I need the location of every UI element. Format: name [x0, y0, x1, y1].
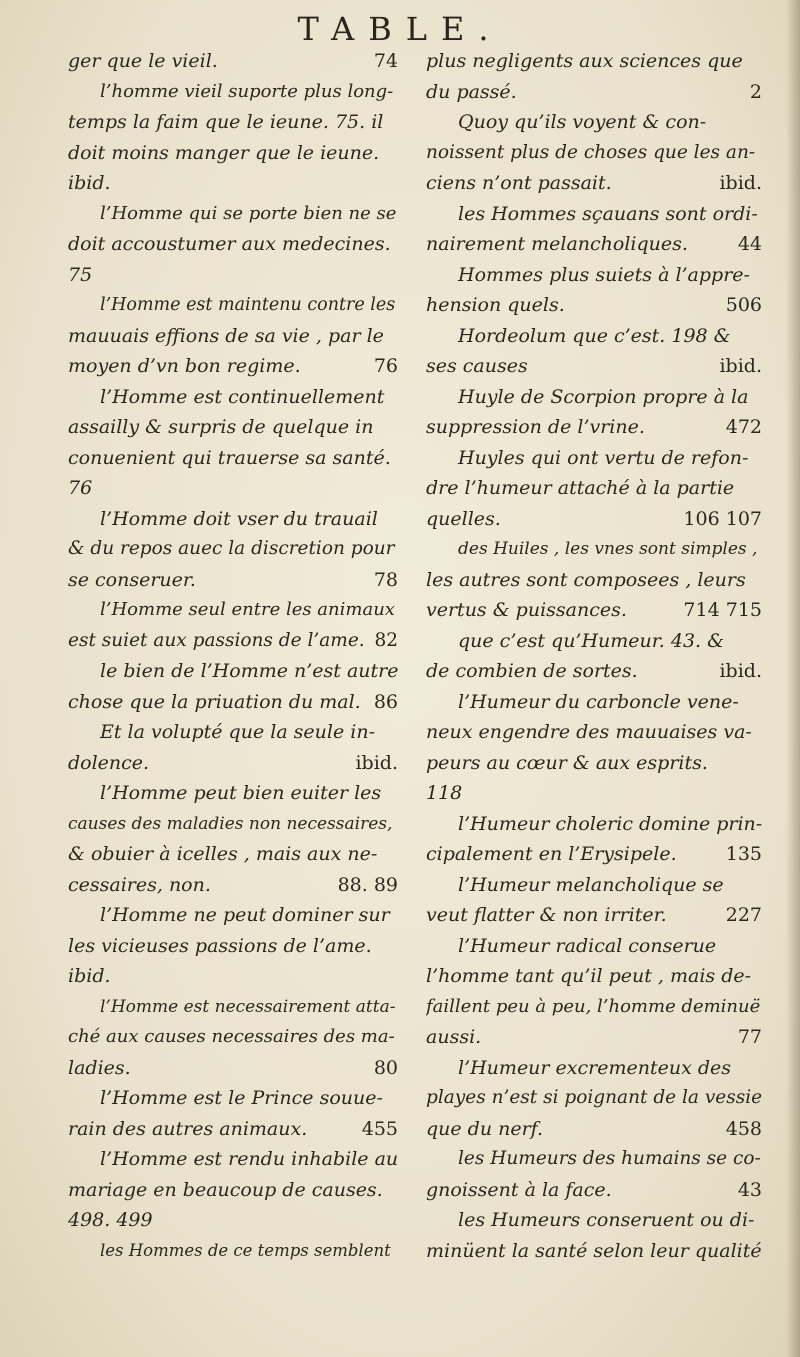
index-line: [426, 46, 762, 77]
index-line: [426, 1175, 762, 1206]
index-line: [426, 199, 762, 230]
index-line: [426, 748, 762, 779]
index-entry-text: Et la volupté que la seule in-: [100, 721, 376, 743]
index-entry-text: rain des autres animaux.: [68, 1117, 308, 1140]
index-line: [68, 46, 398, 77]
index-line: [68, 443, 398, 474]
index-entry-text: minüent la santé selon leur qualité: [426, 1239, 762, 1262]
right-column: [426, 46, 762, 1266]
index-entry-text: gnoissent à la face.: [426, 1178, 612, 1201]
index-line: [426, 900, 762, 931]
index-line: [68, 931, 398, 962]
index-entry-text: se conseruer.: [68, 568, 196, 591]
index-line: [68, 77, 398, 108]
index-entry-text: chose que la priuation du mal.: [68, 690, 361, 713]
running-header: TABLE.: [297, 10, 503, 48]
index-entry-text: l’homme tant qu’il peut , mais de-: [426, 965, 752, 987]
index-entry-text: de combien de sortes.: [426, 660, 638, 682]
index-entry-text: 118: [426, 782, 463, 804]
index-entry-text: assailly & surpris de quelque in: [68, 416, 374, 438]
index-entry-text: ibid.: [68, 172, 111, 194]
left-column: [68, 46, 398, 1266]
index-line: [426, 687, 762, 718]
index-entry-text: l’Homme est necessairement atta-: [100, 996, 396, 1017]
index-line: [68, 595, 398, 626]
index-page-number: 135: [725, 843, 762, 865]
index-entry-text: l’Homme est rendu inhabile au: [100, 1148, 398, 1170]
index-entry-text: neux engendre des mauuaises va-: [426, 721, 752, 743]
index-entry-text: playes n’est si poignant de la vessie: [426, 1087, 762, 1108]
index-line: [426, 992, 762, 1023]
index-page-number: 2: [749, 80, 762, 103]
index-entry-text: nairement melancholiques.: [426, 233, 688, 255]
index-entry-text: l’Homme seul entre les animaux: [100, 599, 395, 620]
index-entry-text: doit moins manger que le ieune.: [68, 141, 380, 164]
index-entry-text: aussi.: [426, 1026, 482, 1048]
index-entry-text: Quoy qu’ils voyent & con-: [458, 111, 707, 133]
index-entry-text: les Hommes sçauans sont ordi-: [458, 202, 758, 225]
index-line: [426, 931, 762, 962]
index-entry-text: noissent plus de choses que les an-: [426, 141, 756, 163]
index-line: [426, 168, 762, 199]
index-line: [68, 626, 398, 657]
index-entry-text: moyen d’vn bon regime.: [68, 355, 301, 377]
index-page-number: 227: [725, 904, 762, 926]
index-line: [68, 473, 398, 504]
index-line: [68, 229, 398, 260]
index-entry-text: suppression de l’vrine.: [426, 416, 645, 438]
index-line: [426, 1114, 762, 1145]
index-entry-text: l’Homme ne peut dominer sur: [100, 904, 390, 926]
index-line: [68, 1114, 398, 1145]
index-entry-text: ladies.: [68, 1056, 131, 1079]
index-entry-text: que c’est qu’Humeur. 43. &: [458, 629, 725, 652]
index-line: [68, 1205, 398, 1236]
index-entry-text: ciens n’ont passait.: [426, 172, 612, 194]
index-entry-text: les autres sont composees , leurs: [426, 568, 746, 591]
index-line: [68, 565, 398, 596]
index-entry-text: peurs au cœur & aux esprits.: [426, 751, 708, 774]
index-entry-text: & du repos auec la discretion pour: [68, 538, 395, 559]
index-page-number: 106 107: [683, 507, 762, 530]
index-line: [68, 351, 398, 382]
index-line: [68, 1083, 398, 1114]
index-page-number: 44: [737, 233, 762, 255]
index-line: [68, 382, 398, 413]
index-line: [68, 656, 398, 687]
index-page-number: 43: [737, 1178, 762, 1201]
index-entry-text: l’Humeur du carboncle vene-: [458, 690, 739, 713]
index-line: [68, 748, 398, 779]
index-line: [426, 595, 762, 626]
index-entry-text: ché aux causes necessaires des ma-: [68, 1026, 395, 1047]
index-entry-text: dolence.: [68, 751, 150, 774]
index-entry-text: les Humeurs des humains se co-: [458, 1148, 761, 1169]
index-page-number: ibid.: [719, 355, 762, 377]
index-entry-text: cipalement en l’Erysipele.: [426, 843, 677, 865]
index-line: [426, 443, 762, 474]
index-line: [426, 473, 762, 504]
index-entry-text: Hordeolum que c’est. 198 &: [458, 324, 731, 347]
index-line: [426, 1053, 762, 1084]
index-page-number: ibid.: [719, 172, 762, 194]
index-page-number: 86: [373, 690, 398, 713]
index-page-number: 455: [361, 1117, 398, 1140]
index-page-number: 74: [373, 50, 398, 72]
index-entry-text: doit accoustumer aux medecines.: [68, 233, 391, 255]
index-page-number: 458: [725, 1117, 762, 1140]
index-line: [68, 168, 398, 199]
index-entry-text: dre l’humeur attaché à la partie: [426, 477, 735, 499]
index-line: [68, 107, 398, 138]
index-entry-text: vertus & puissances.: [426, 599, 627, 621]
index-entry-text: hension quels.: [426, 294, 565, 316]
index-line: [68, 717, 398, 748]
index-line: [426, 1022, 762, 1053]
index-line: [426, 504, 762, 535]
index-entry-text: que du nerf.: [426, 1117, 544, 1140]
index-entry-text: l’Humeur melancholique se: [458, 873, 724, 896]
index-entry-text: l’Homme est continuellement: [100, 385, 385, 408]
index-line: [68, 1053, 398, 1084]
index-line: [426, 260, 762, 291]
index-line: [68, 1022, 398, 1053]
index-entry-text: quelles.: [426, 507, 501, 530]
index-line: [68, 290, 398, 321]
index-line: [68, 199, 398, 230]
index-entry-text: du passé.: [426, 80, 517, 103]
index-line: [68, 809, 398, 840]
index-entry-text: l’Humeur radical conserue: [458, 934, 717, 957]
index-line: [426, 1083, 762, 1114]
index-entry-text: l’homme vieil suporte plus long-: [100, 80, 394, 102]
index-page-number: 714 715: [683, 599, 762, 621]
index-entry-text: le bien de l’Homme n’est autre: [100, 660, 398, 682]
index-line: [68, 1175, 398, 1206]
index-line: [426, 626, 762, 657]
index-entry-text: Hommes plus suiets à l’appre-: [458, 263, 750, 286]
index-entry-text: les vicieuses passions de l’ame.: [68, 934, 372, 957]
index-entry-text: plus negligents aux sciences que: [426, 50, 743, 72]
index-entry-text: faillent peu à peu, l’homme deminuë: [426, 995, 761, 1017]
index-line: [426, 1144, 762, 1175]
index-entry-text: & obuier à icelles , mais aux ne-: [68, 843, 378, 865]
index-entry-text: 75: [68, 263, 93, 286]
index-line: [426, 565, 762, 596]
index-page-number: 506: [725, 294, 762, 316]
index-line: [68, 260, 398, 291]
index-entry-text: temps la faim que le ieune. 75. il: [68, 111, 384, 133]
index-entry-text: veut flatter & non irriter.: [426, 904, 667, 926]
index-page-number: 80: [373, 1056, 398, 1079]
index-entry-text: ses causes: [426, 355, 528, 377]
index-line: [68, 321, 398, 352]
index-line: [426, 656, 762, 687]
index-line: [68, 870, 398, 901]
index-entry-text: l’Homme doit vser du trauail: [100, 507, 378, 530]
index-entry-text: est suiet aux passions de l’ame.: [68, 629, 365, 651]
index-line: [68, 504, 398, 535]
index-entry-text: l’Humeur excrementeux des: [458, 1056, 731, 1079]
index-entry-text: Huyle de Scorpion propre à la: [458, 385, 749, 408]
index-entry-text: l’Homme est le Prince souue-: [100, 1087, 383, 1109]
index-page-number: ibid.: [719, 660, 762, 682]
index-line: [426, 321, 762, 352]
index-entry-text: Huyles qui ont vertu de refon-: [458, 446, 749, 469]
index-entry-text: causes des maladies non necessaires,: [68, 813, 393, 834]
index-line: [426, 351, 762, 382]
index-page-number: 472: [725, 416, 762, 438]
index-line: [426, 961, 762, 992]
index-entry-text: mariage en beaucoup de causes.: [68, 1178, 383, 1201]
index-entry-text: l’Homme qui se porte bien ne se: [100, 202, 397, 224]
index-line: [426, 1205, 762, 1236]
index-line: [68, 900, 398, 931]
index-line: [426, 809, 762, 840]
index-page-number: 77: [737, 1026, 762, 1048]
index-line: [426, 839, 762, 870]
index-line: [426, 229, 762, 260]
index-line: [426, 77, 762, 108]
index-line: [426, 107, 762, 138]
index-line: [68, 1236, 398, 1267]
index-line: [68, 687, 398, 718]
index-line: [426, 138, 762, 169]
index-entry-text: 498. 499: [68, 1209, 153, 1231]
index-line: [68, 961, 398, 992]
index-entry-text: des Huiles , les vnes sont simples ,: [458, 539, 758, 559]
index-entry-text: 76: [68, 477, 93, 499]
index-line: [68, 992, 398, 1023]
index-page-number: ibid.: [355, 751, 398, 774]
index-line: [426, 1236, 762, 1267]
index-entry-text: mauuais effions de sa vie , par le: [68, 324, 384, 347]
index-line: [68, 1144, 398, 1175]
index-page-number: 76: [373, 355, 398, 377]
index-line: [68, 778, 398, 809]
index-line: [68, 412, 398, 443]
index-entry-text: conuenient qui trauerse sa santé.: [68, 446, 391, 469]
index-page-number: 82: [374, 629, 398, 651]
index-entry-text: l’Homme est maintenu contre les: [100, 295, 396, 315]
index-entry-text: les Humeurs conseruent ou di-: [458, 1209, 755, 1231]
index-entry-text: ger que le vieil.: [68, 50, 218, 72]
index-page-number: 78: [373, 568, 398, 591]
index-entry-text: cessaires, non.: [68, 873, 211, 896]
index-entry-text: les Hommes de ce temps semblent: [100, 1240, 391, 1260]
index-line: [426, 534, 762, 565]
index-entry-text: ibid.: [68, 965, 111, 987]
index-line: [426, 290, 762, 321]
index-line: [68, 839, 398, 870]
index-line: [426, 382, 762, 413]
index-line: [68, 534, 398, 565]
index-line: [426, 870, 762, 901]
index-line: [426, 717, 762, 748]
page-edge-shadow: [786, 0, 800, 1357]
index-entry-text: l’Humeur choleric domine prin-: [458, 812, 762, 835]
index-page-number: 88. 89: [337, 873, 398, 896]
index-entry-text: l’Homme peut bien euiter les: [100, 782, 382, 804]
index-line: [68, 138, 398, 169]
index-line: [426, 778, 762, 809]
index-line: [426, 412, 762, 443]
